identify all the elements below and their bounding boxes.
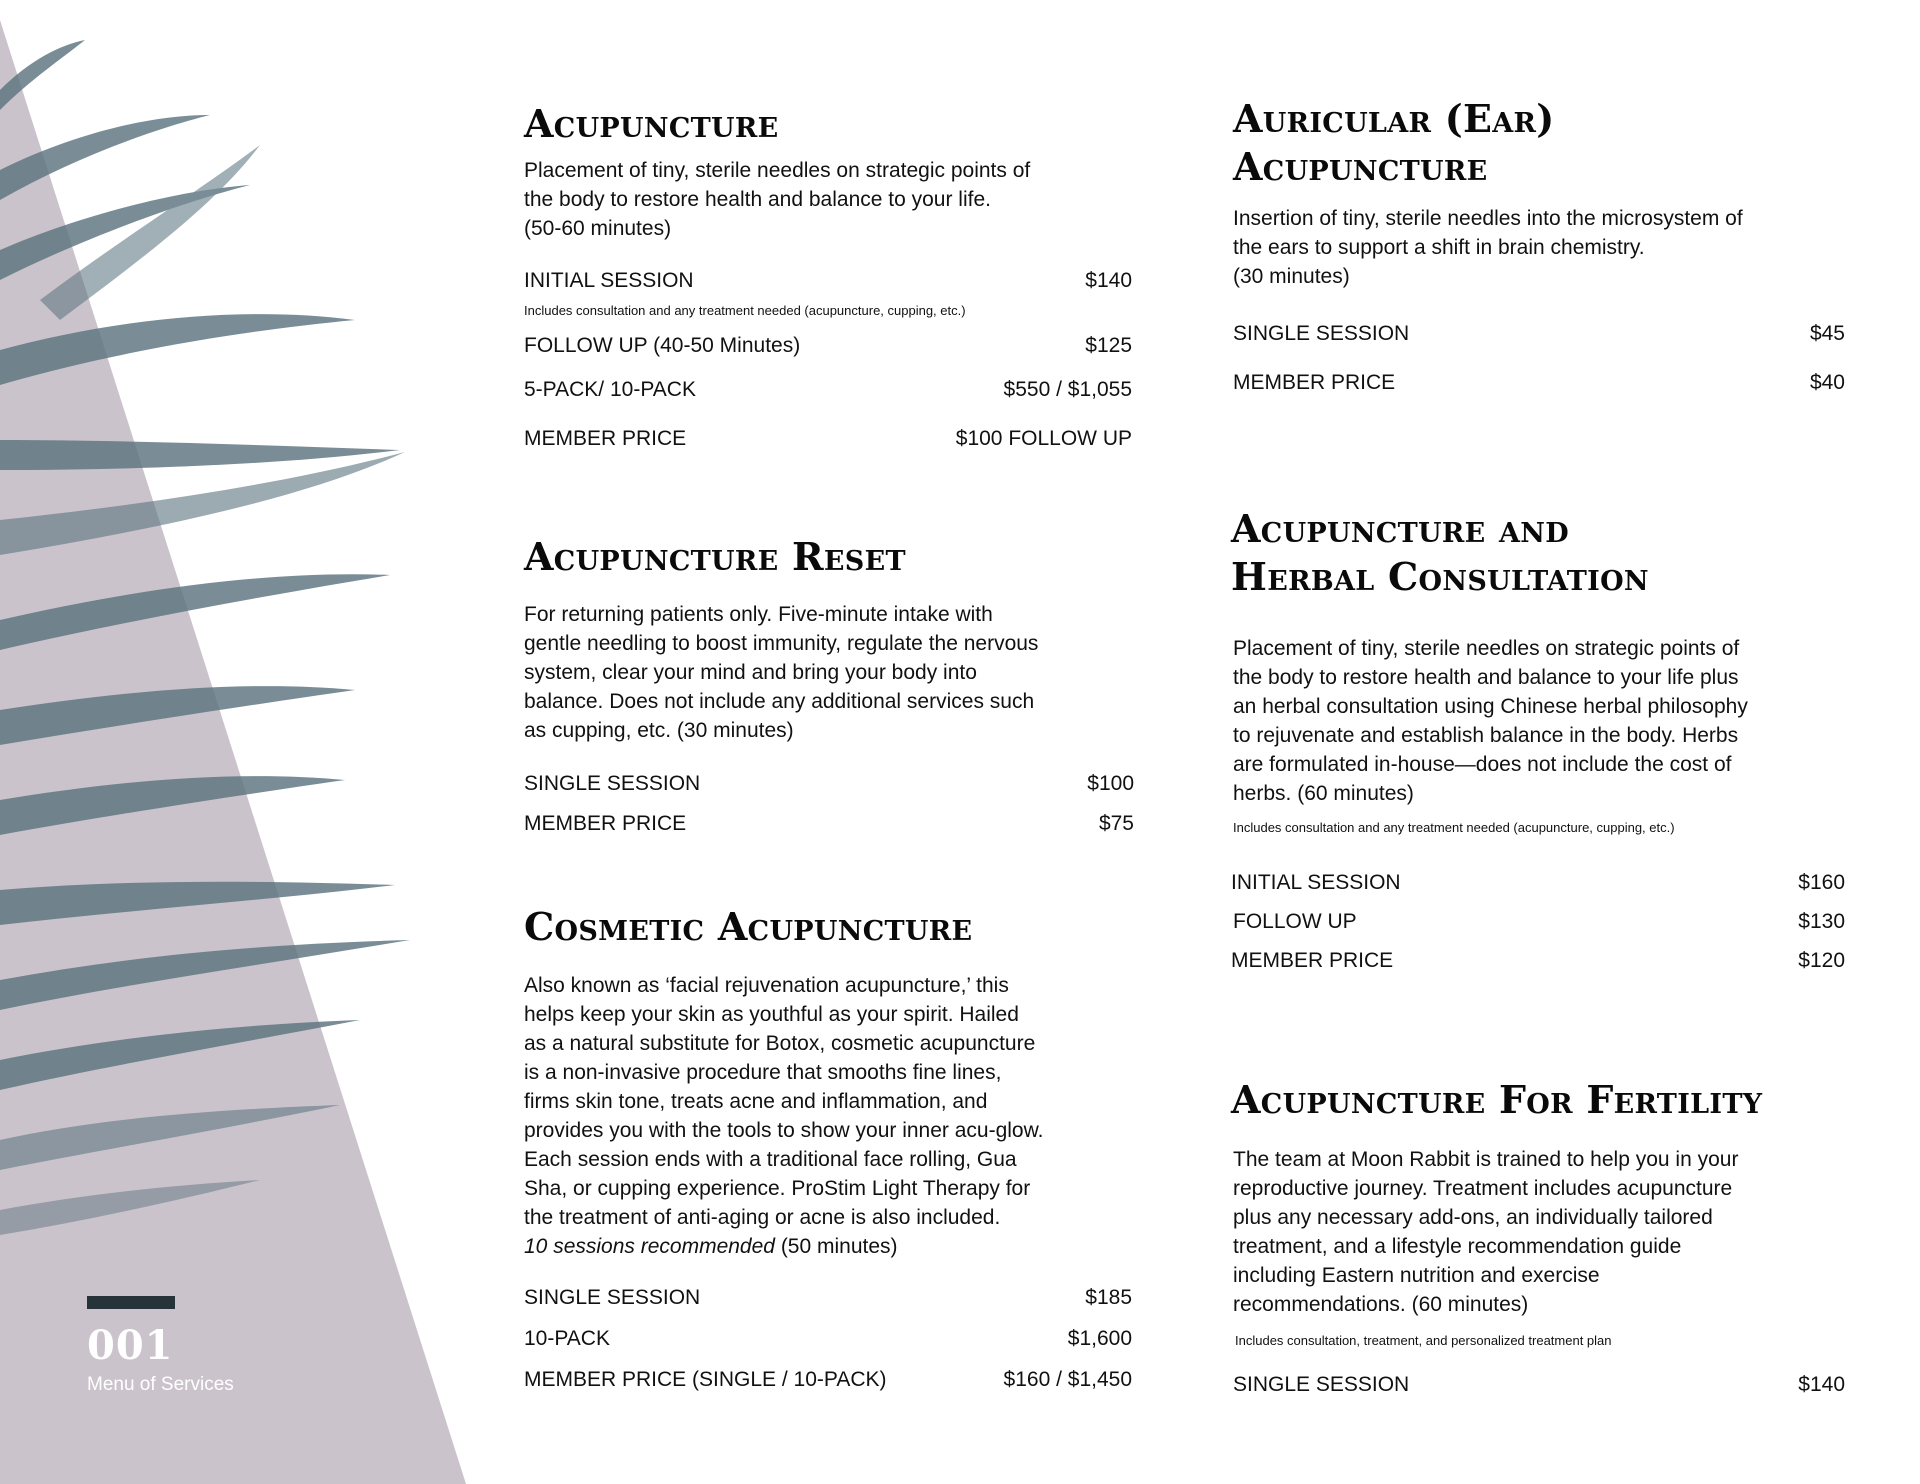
price-row-single [524, 1283, 1132, 1313]
section-note: Includes consultation, treatment, and personalized treatment plan [1235, 1333, 1612, 1348]
section-title [1233, 95, 1845, 191]
price-label: INITIAL SESSION [1231, 871, 1401, 894]
footer-accent-bar [87, 1296, 175, 1309]
section-title: Acupuncture [524, 101, 779, 146]
price-row-initial [524, 266, 1132, 296]
price-row-single [1233, 1370, 1845, 1400]
price-label: SINGLE SESSION [524, 1286, 701, 1309]
section-title-line-1: Auricular (Ear) [1233, 96, 1555, 141]
price-row-member [524, 424, 1132, 454]
price-label: MEMBER PRICE [524, 427, 687, 450]
price-label: SINGLE SESSION [524, 772, 701, 795]
price-label: FOLLOW UP (40-50 Minutes) [524, 334, 801, 357]
price-label: MEMBER PRICE (SINGLE / 10-PACK) [524, 1368, 887, 1391]
price-value: $160 [1798, 871, 1845, 894]
section-acupuncture [524, 100, 1132, 454]
section-fertility [1231, 1076, 1845, 1400]
price-label: 5-PACK/ 10-PACK [524, 378, 696, 401]
price-row-single [1233, 319, 1845, 349]
price-value: $140 [1798, 1373, 1845, 1396]
session-recommendation [524, 1232, 1132, 1261]
price-value: $120 [1798, 949, 1845, 972]
section-title: Cosmetic Acupuncture [524, 904, 973, 949]
price-value: $130 [1798, 910, 1845, 933]
price-row-pack [524, 1324, 1132, 1354]
price-label: MEMBER PRICE [1233, 371, 1396, 394]
price-row-followup [524, 331, 1132, 361]
section-acupuncture-reset [524, 533, 1134, 839]
section-description: The team at Moon Rabbit is trained to help you in your reproductive journey. Treatment includes acupuncture plus any necessary add-ons, an individually tailored treatment, and a lifestyle recommendation guide including Eastern nutrition and exercise recommendations. (60 minutes) [1233, 1148, 1739, 1316]
price-row-single [524, 769, 1134, 799]
section-description: For returning patients only. Five-minute intake with gentle needling to boost immunity, regulate the nervous system, clear your mind and bring your body into balance. Does not include any additional services such as cupping, etc. (30 minutes) [524, 603, 1039, 742]
section-title: Acupuncture Reset [524, 534, 906, 579]
price-row-initial [1231, 868, 1845, 898]
price-value: $125 [1085, 334, 1132, 357]
price-value: $40 [1809, 371, 1845, 394]
price-value: $75 [1098, 812, 1134, 835]
price-label: SINGLE SESSION [1233, 322, 1410, 345]
price-row-followup [1233, 907, 1845, 937]
price-label: 10-PACK [524, 1327, 610, 1350]
section-note: Includes consultation and any treatment needed (acupuncture, cupping, etc.) [524, 303, 966, 318]
section-description: Insertion of tiny, sterile needles into the microsystem of the ears to support a shift in brain chemistry. (30 minutes) [1233, 207, 1743, 288]
price-value: $550 / $1,055 [1003, 378, 1132, 401]
decorative-palm-art [0, 0, 470, 1484]
price-value: $45 [1809, 322, 1845, 345]
page-number: 001 [87, 1322, 174, 1369]
section-description: Also known as ‘facial rejuvenation acupuncture,’ this helps keep your skin as youthful as your spirit. Hailed as a natural substitute for Botox, cosmetic acupuncture is a non-invasive procedure that smooths fine lines, firms skin tone, treats acne and inflammation, and provides you with the tools to show your inner acu-glow. Each session ends with a traditional face rolling, Gua Sha, or cupping experience. ProStim Light Therapy for the treatment of anti-aging or acne is also included. [524, 974, 1044, 1229]
price-row-member [524, 1365, 1132, 1395]
section-title-line-2: Acupuncture [1233, 144, 1488, 189]
section-description: Placement of tiny, sterile needles on strategic points of the body to restore health and balance to your life plus an herbal consultation using Chinese herbal philosophy to rejuvenate and establish balance in the body. Herbs are formulated in-house—does not include the cost of herbs. (60 minutes) [1233, 637, 1748, 805]
section-title [1231, 505, 1845, 601]
section-title: Acupuncture For Fertility [1231, 1077, 1763, 1122]
price-value: $185 [1085, 1286, 1132, 1309]
recommendation-text: 10 sessions recommended [524, 1235, 775, 1258]
price-row-member [1233, 368, 1845, 398]
price-value: $140 [1085, 269, 1132, 292]
section-title-line-2: Herbal Consultation [1231, 554, 1649, 599]
section-cosmetic-acupuncture [524, 903, 1132, 1395]
duration-text: (50 minutes) [780, 1235, 898, 1258]
price-label: MEMBER PRICE [524, 812, 687, 835]
price-value: $160 / $1,450 [1003, 1368, 1132, 1391]
footer-label: Menu of Services [87, 1374, 234, 1395]
price-value: $100 [1087, 772, 1134, 795]
price-value: $100 FOLLOW UP [955, 427, 1132, 450]
section-herbal-consultation [1231, 505, 1845, 976]
price-label: FOLLOW UP [1233, 910, 1357, 933]
section-description: Placement of tiny, sterile needles on strategic points of the body to restore health and balance to your life. (50-60 minutes) [524, 159, 1031, 240]
price-value: $1,600 [1067, 1327, 1132, 1350]
section-title-line-1: Acupuncture and [1231, 506, 1569, 551]
price-row-pack [524, 375, 1132, 405]
section-auricular-acupuncture [1233, 95, 1845, 398]
section-note: Includes consultation and any treatment needed (acupuncture, cupping, etc.) [1233, 820, 1675, 835]
price-label: INITIAL SESSION [524, 269, 694, 292]
price-row-member [1231, 946, 1845, 976]
price-row-member [524, 809, 1134, 839]
price-label: SINGLE SESSION [1233, 1373, 1410, 1396]
price-label: MEMBER PRICE [1231, 949, 1394, 972]
